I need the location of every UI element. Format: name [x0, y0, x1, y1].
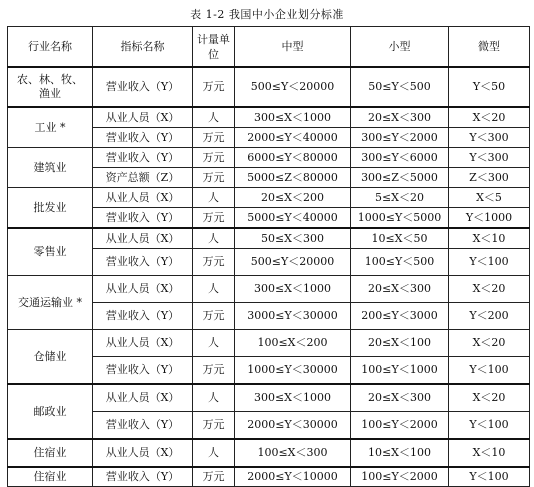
small-cell: 1000≤Y＜5000	[351, 208, 449, 229]
medium-cell: 5000≤Z＜80000	[235, 168, 351, 188]
medium-cell: 500≤Y＜20000	[235, 249, 351, 276]
indicator-cell: 营业收入（Y）	[93, 303, 193, 330]
medium-cell: 3000≤Y＜30000	[235, 303, 351, 330]
medium-cell: 100≤X＜200	[235, 330, 351, 357]
industry-cell: 建筑业	[8, 148, 93, 188]
small-cell: 300≤Y＜6000	[351, 148, 449, 168]
industry-cell: 农、林、牧、渔业	[8, 67, 93, 107]
medium-cell: 2000≤Y＜40000	[235, 128, 351, 148]
table-caption: 表 1-2 我国中小企业划分标准	[190, 8, 344, 21]
unit-cell: 人	[193, 228, 235, 249]
indicator-cell: 营业收入（Y）	[93, 128, 193, 148]
indicator-cell: 营业收入（Y）	[93, 249, 193, 276]
micro-cell: Y＜100	[449, 412, 530, 440]
small-cell: 100≤Y＜2000	[351, 467, 449, 487]
medium-cell: 1000≤Y＜30000	[235, 357, 351, 385]
industry-cell: 零售业	[8, 228, 93, 276]
table-row	[8, 330, 530, 357]
unit-cell: 万元	[193, 303, 235, 330]
header-micro: 微型	[449, 27, 530, 68]
medium-cell: 20≤X＜200	[235, 188, 351, 208]
industry-cell: 住宿业	[8, 439, 93, 467]
sme-classification-table	[7, 26, 530, 487]
unit-cell: 万元	[193, 412, 235, 440]
micro-cell: X＜20	[449, 276, 530, 303]
unit-cell: 万元	[193, 168, 235, 188]
unit-cell: 万元	[193, 67, 235, 107]
micro-cell: X＜5	[449, 188, 530, 208]
indicator-cell: 营业收入（Y）	[93, 148, 193, 168]
small-cell: 20≤X＜300	[351, 276, 449, 303]
header-industry: 行业名称	[8, 27, 93, 68]
small-cell: 300≤Y＜2000	[351, 128, 449, 148]
micro-cell: Y＜300	[449, 148, 530, 168]
micro-cell: X＜20	[449, 330, 530, 357]
indicator-cell: 从业人员（X）	[93, 228, 193, 249]
table-body	[8, 67, 530, 487]
small-cell: 100≤Y＜500	[351, 249, 449, 276]
small-cell: 100≤Y＜2000	[351, 412, 449, 440]
micro-cell: Y＜50	[449, 67, 530, 107]
unit-cell: 人	[193, 107, 235, 128]
micro-cell: Y＜1000	[449, 208, 530, 229]
header-indicator: 指标名称	[93, 27, 193, 68]
industry-cell: 邮政业	[8, 384, 93, 439]
unit-cell: 人	[193, 276, 235, 303]
medium-cell: 6000≤Y＜80000	[235, 148, 351, 168]
small-cell: 50≤Y＜500	[351, 67, 449, 107]
small-cell: 20≤X＜300	[351, 384, 449, 412]
micro-cell: Y＜100	[449, 467, 530, 487]
medium-cell: 300≤X＜1000	[235, 107, 351, 128]
micro-cell: Y＜300	[449, 128, 530, 148]
small-cell: 10≤X＜50	[351, 228, 449, 249]
unit-cell: 万元	[193, 467, 235, 487]
micro-cell: X＜10	[449, 439, 530, 467]
table-row	[8, 188, 530, 208]
industry-cell: 仓储业	[8, 330, 93, 385]
unit-cell: 万元	[193, 357, 235, 385]
indicator-cell: 资产总额（Z）	[93, 168, 193, 188]
industry-cell: 工业 *	[8, 107, 93, 148]
header-medium: 中型	[235, 27, 351, 68]
medium-cell: 500≤Y＜20000	[235, 67, 351, 107]
industry-cell: 交通运输业 *	[8, 276, 93, 330]
medium-cell: 300≤X＜1000	[235, 384, 351, 412]
micro-cell: Z＜300	[449, 168, 530, 188]
unit-cell: 人	[193, 384, 235, 412]
table-row	[8, 228, 530, 249]
indicator-cell: 营业收入（Y）	[93, 467, 193, 487]
unit-cell: 万元	[193, 208, 235, 229]
industry-cell: 住宿业	[8, 467, 93, 487]
unit-cell: 人	[193, 439, 235, 467]
micro-cell: Y＜100	[449, 357, 530, 385]
table-row	[8, 107, 530, 128]
indicator-cell: 营业收入（Y）	[93, 208, 193, 229]
medium-cell: 100≤X＜300	[235, 439, 351, 467]
small-cell: 5≤X＜20	[351, 188, 449, 208]
unit-cell: 万元	[193, 249, 235, 276]
indicator-cell: 营业收入（Y）	[93, 67, 193, 107]
indicator-cell: 从业人员（X）	[93, 330, 193, 357]
small-cell: 100≤Y＜1000	[351, 357, 449, 385]
indicator-cell: 营业收入（Y）	[93, 412, 193, 440]
indicator-cell: 从业人员（X）	[93, 188, 193, 208]
medium-cell: 2000≤Y＜30000	[235, 412, 351, 440]
medium-cell: 300≤X＜1000	[235, 276, 351, 303]
medium-cell: 2000≤Y＜10000	[235, 467, 351, 487]
medium-cell: 5000≤Y＜40000	[235, 208, 351, 229]
micro-cell: X＜20	[449, 384, 530, 412]
unit-cell: 万元	[193, 128, 235, 148]
indicator-cell: 营业收入（Y）	[93, 357, 193, 385]
header-small: 小型	[351, 27, 449, 68]
small-cell: 200≤Y＜3000	[351, 303, 449, 330]
table-row	[8, 148, 530, 168]
small-cell: 300≤Z＜5000	[351, 168, 449, 188]
table-row	[8, 439, 530, 467]
industry-cell: 批发业	[8, 188, 93, 229]
micro-cell: X＜20	[449, 107, 530, 128]
indicator-cell: 从业人员（X）	[93, 107, 193, 128]
unit-cell: 人	[193, 188, 235, 208]
indicator-cell: 从业人员（X）	[93, 276, 193, 303]
small-cell: 10≤X＜100	[351, 439, 449, 467]
unit-cell: 万元	[193, 148, 235, 168]
small-cell: 20≤X＜100	[351, 330, 449, 357]
header-unit: 计量单位	[193, 27, 235, 68]
micro-cell: Y＜200	[449, 303, 530, 330]
header-row	[8, 27, 530, 68]
indicator-cell: 从业人员（X）	[93, 439, 193, 467]
table-row	[8, 276, 530, 303]
micro-cell: X＜10	[449, 228, 530, 249]
table-row	[8, 467, 530, 487]
indicator-cell: 从业人员（X）	[93, 384, 193, 412]
small-cell: 20≤X＜300	[351, 107, 449, 128]
table-row	[8, 384, 530, 412]
unit-cell: 人	[193, 330, 235, 357]
medium-cell: 50≤X＜300	[235, 228, 351, 249]
table-row	[8, 67, 530, 107]
micro-cell: Y＜100	[449, 249, 530, 276]
